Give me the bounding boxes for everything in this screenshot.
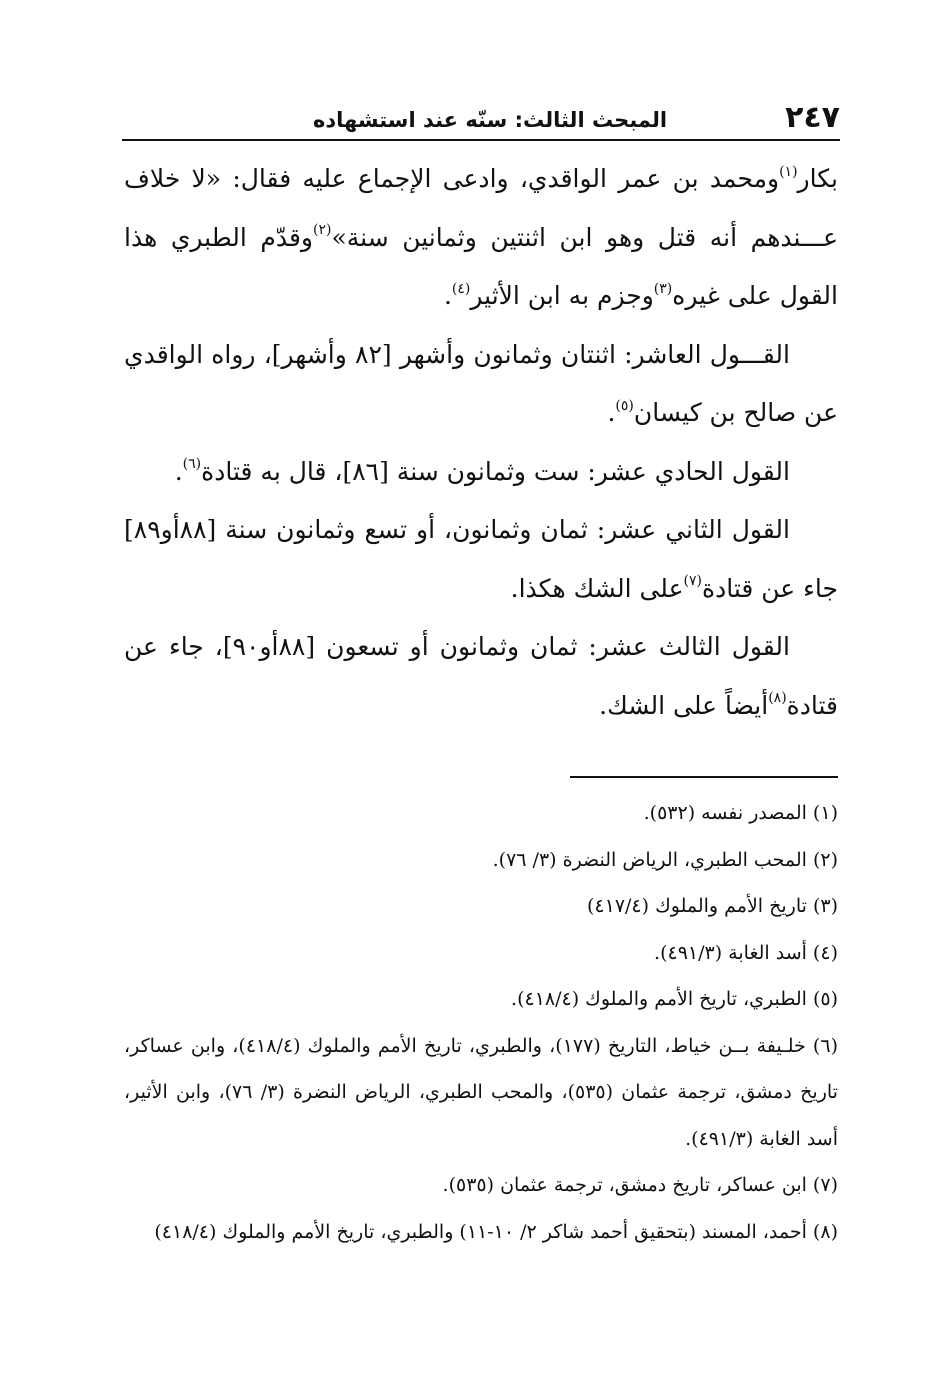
text-run: . [443,281,452,310]
text-run: القـــول العاشر: اثنتان وثمانون وأشهر [٨٢ وأشهر]، رواه الواقدي عن صالح بن كيسان [124,339,838,427]
footnote-ref: (٤) [451,280,471,297]
footnote-separator [570,776,838,778]
text-run: القول الحادي عشر: ست وثمانون سنة [٨٦]، قال به قتادة [201,456,790,486]
footnote-ref: (٧) [683,573,702,590]
footnote-4: (٤) أسد الغابة (٤٩١/٣). [654,941,838,964]
paragraph-1 [124,150,838,326]
text-run: . [174,456,183,486]
footnote-ref: (٦) [182,456,202,473]
running-title: المبحث الثالث: سنّه عند استشهاده [312,108,668,132]
footnote-3: (٣) تاريخ الأمم والملوك (٤١٧/٤) [586,895,838,917]
footnote-8: (٨) أحمد، المسند (بتحقيق أحمد شاكر ٢/ ١٠-١١) والطبري، تاريخ الأمم والملوك (٤١٨/٤) [154,1220,838,1243]
footnote-ref: (١) [779,163,798,180]
paragraph-3 [124,443,838,502]
text-run: . [607,398,616,427]
text-run: ومحمد بن عمر الواقدي، وادعى الإجماع عليه فقال: «لا خلاف عـــندهم أنه قتل وهو ابن اثنتين وثمانين سنة» [124,164,838,252]
text-run: على الشك هكذا. [510,573,684,603]
text-run: بكار [797,164,838,193]
footnote-ref: (٨) [768,690,787,707]
footnote-5: (٥) الطبري، تاريخ الأمم والملوك (٤١٨/٤). [511,988,838,1010]
paragraph-2 [124,326,838,443]
text-run: وقدّم الطبري هذا القول على غيره [124,222,838,310]
footnote-ref: (٢) [312,222,332,239]
text-run: القول الثالث عشر: ثمان وثمانون أو تسعون [٨٨أو٩٠]، جاء عن قتادة [124,632,838,720]
paragraph-5 [124,618,838,735]
page-number: ٢٤٧ [785,100,840,135]
footnotes [124,790,838,1255]
footnote-ref: (٣) [653,280,673,297]
header-rule [122,139,840,141]
footnote-6: (٦) خلـيفة بــن خياط، التاريخ (١٧٧)، والطبري، تاريخ الأمم والملوك (٤١٨/٤)، وابن عساكر، تاريخ دمشق، ترجمة عثمان (٥٣٥)، والمحب الطبري، الرياض النضرة (٣/ ٧٦)، وابن الأثير، أسد الغابة (٤٩١/٣). [124,1034,838,1150]
text-run: وجزم به ابن الأثير [470,281,654,310]
footnote-ref: (٥) [615,397,634,414]
page-header [122,96,840,136]
main-text [124,150,838,735]
paragraph-4 [124,501,838,618]
text-run: القول الثاني عشر: ثمان وثمانون، أو تسع وثمانون سنة [٨٨أو٨٩] جاء عن قتادة [124,515,838,603]
text-run: أيضاً على الشك. [599,690,769,720]
footnote-2: (٢) المحب الطبري، الرياض النضرة (٣/ ٧٦). [492,848,838,871]
footnote-7: (٧) ابن عساكر، تاريخ دمشق، ترجمة عثمان (٥٣٥). [442,1174,838,1196]
footnote-1: (١) المصدر نفسه (٥٣٢). [643,802,838,824]
